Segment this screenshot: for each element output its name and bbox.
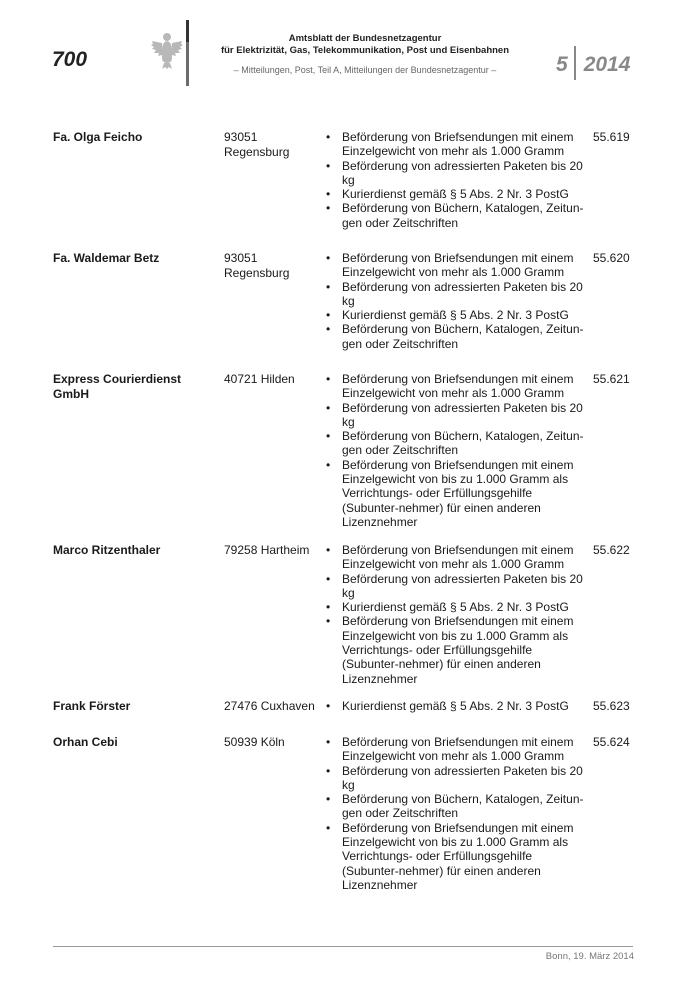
service-list bbox=[326, 251, 591, 351]
service-list bbox=[326, 543, 591, 686]
service-item: • Beförderung von Briefsendungen mit einem Einzelgewicht von mehr als 1.000 Gramm bbox=[326, 372, 591, 401]
federal-eagle-icon bbox=[150, 30, 184, 70]
service-list bbox=[326, 699, 591, 713]
footer-divider bbox=[53, 946, 633, 947]
service-item: • Beförderung von adressierten Paketen bis 20 kg bbox=[326, 764, 591, 793]
licensee-place: 79258 Hartheim bbox=[224, 543, 310, 557]
service-item: • Beförderung von adressierten Paketen bis 20 kg bbox=[326, 280, 591, 309]
licensee-place: 50939 Köln bbox=[224, 735, 285, 749]
licensee-name: Frank Förster bbox=[53, 699, 131, 713]
service-item: • Beförderung von Büchern, Katalogen, Zeitun-gen oder Zeitschriften bbox=[326, 429, 591, 458]
licensee-place: 40721 Hilden bbox=[224, 372, 295, 386]
service-list bbox=[326, 735, 591, 892]
page-number: 700 bbox=[52, 48, 88, 71]
service-item: • Beförderung von adressierten Paketen bis 20 kg bbox=[326, 401, 591, 430]
service-item: • Beförderung von Büchern, Katalogen, Zeitun-gen oder Zeitschriften bbox=[326, 201, 591, 230]
service-item: • Beförderung von Briefsendungen mit einem Einzelgewicht von mehr als 1.000 Gramm bbox=[326, 251, 591, 280]
masthead-title: Amtsblatt der Bundesnetzagentur bbox=[288, 33, 442, 44]
licensee-name: Fa. Olga Feicho bbox=[53, 130, 143, 144]
service-item: • Beförderung von Briefsendungen mit einem Einzelgewicht von bis zu 1.000 Gramm als Verrichtungs- oder Erfüllungsgehilfe (Subunter-nehmer) für einen anderen Lizenznehmer bbox=[326, 821, 591, 892]
service-item: • Beförderung von adressierten Paketen bis 20 kg bbox=[326, 572, 591, 601]
service-item: • Kurierdienst gemäß § 5 Abs. 2 Nr. 3 PostG bbox=[326, 600, 591, 614]
registration-number: 55.622 bbox=[593, 543, 630, 557]
registration-number: 55.621 bbox=[593, 372, 630, 386]
issue-label bbox=[556, 46, 630, 80]
service-item: • Beförderung von Briefsendungen mit einem Einzelgewicht von bis zu 1.000 Gramm als Verrichtungs- oder Erfüllungsgehilfe (Subunter-nehmer) für einen anderen Lizenznehmer bbox=[326, 614, 591, 685]
service-item: • Kurierdienst gemäß § 5 Abs. 2 Nr. 3 PostG bbox=[326, 187, 591, 201]
masthead-subtitle: für Elektrizität, Gas, Telekommunikation, Post und Eisenbahnen bbox=[220, 45, 510, 56]
registration-number: 55.624 bbox=[593, 735, 630, 749]
registration-number: 55.620 bbox=[593, 251, 630, 265]
masthead-section: – Mitteilungen, Post, Teil A, Mitteilungen der Bundesnetzagentur – bbox=[233, 65, 497, 75]
licensee-name: Orhan Cebi bbox=[53, 735, 118, 749]
licensee-name: Express Courierdienst GmbH bbox=[53, 372, 182, 401]
service-item: • Kurierdienst gemäß § 5 Abs. 2 Nr. 3 PostG bbox=[326, 699, 591, 713]
service-item: • Beförderung von Briefsendungen mit einem Einzelgewicht von mehr als 1.000 Gramm bbox=[326, 130, 591, 159]
licensee-place: 27476 Cuxhaven bbox=[224, 699, 315, 713]
licensee-place: 93051 Regensburg bbox=[224, 251, 290, 280]
service-item: • Beförderung von Briefsendungen mit einem Einzelgewicht von bis zu 1.000 Gramm als Verrichtungs- oder Erfüllungsgehilfe (Subunter-nehmer) für einen anderen Lizenznehmer bbox=[326, 458, 591, 529]
service-item: • Kurierdienst gemäß § 5 Abs. 2 Nr. 3 PostG bbox=[326, 308, 591, 322]
licensee-name: Marco Ritzenthaler bbox=[53, 543, 161, 557]
footer-date: Bonn, 19. März 2014 bbox=[545, 951, 634, 962]
header-divider bbox=[186, 20, 189, 86]
issue-year: 2014 bbox=[583, 53, 631, 76]
service-item: • Beförderung von adressierten Paketen bis 20 kg bbox=[326, 159, 591, 188]
registration-number: 55.619 bbox=[593, 130, 630, 144]
registration-number: 55.623 bbox=[593, 699, 630, 713]
masthead bbox=[200, 33, 530, 76]
licensee-place: 93051 Regensburg bbox=[224, 130, 290, 159]
issue-separator bbox=[574, 46, 576, 80]
service-item: • Beförderung von Büchern, Katalogen, Zeitun-gen oder Zeitschriften bbox=[326, 792, 591, 821]
service-item: • Beförderung von Briefsendungen mit einem Einzelgewicht von mehr als 1.000 Gramm bbox=[326, 735, 591, 764]
service-list bbox=[326, 372, 591, 529]
issue-number: 5 bbox=[556, 53, 568, 76]
service-item: • Beförderung von Briefsendungen mit einem Einzelgewicht von mehr als 1.000 Gramm bbox=[326, 543, 591, 572]
service-list bbox=[326, 130, 591, 230]
service-item: • Beförderung von Büchern, Katalogen, Zeitun-gen oder Zeitschriften bbox=[326, 322, 591, 351]
licensee-name: Fa. Waldemar Betz bbox=[53, 251, 160, 265]
